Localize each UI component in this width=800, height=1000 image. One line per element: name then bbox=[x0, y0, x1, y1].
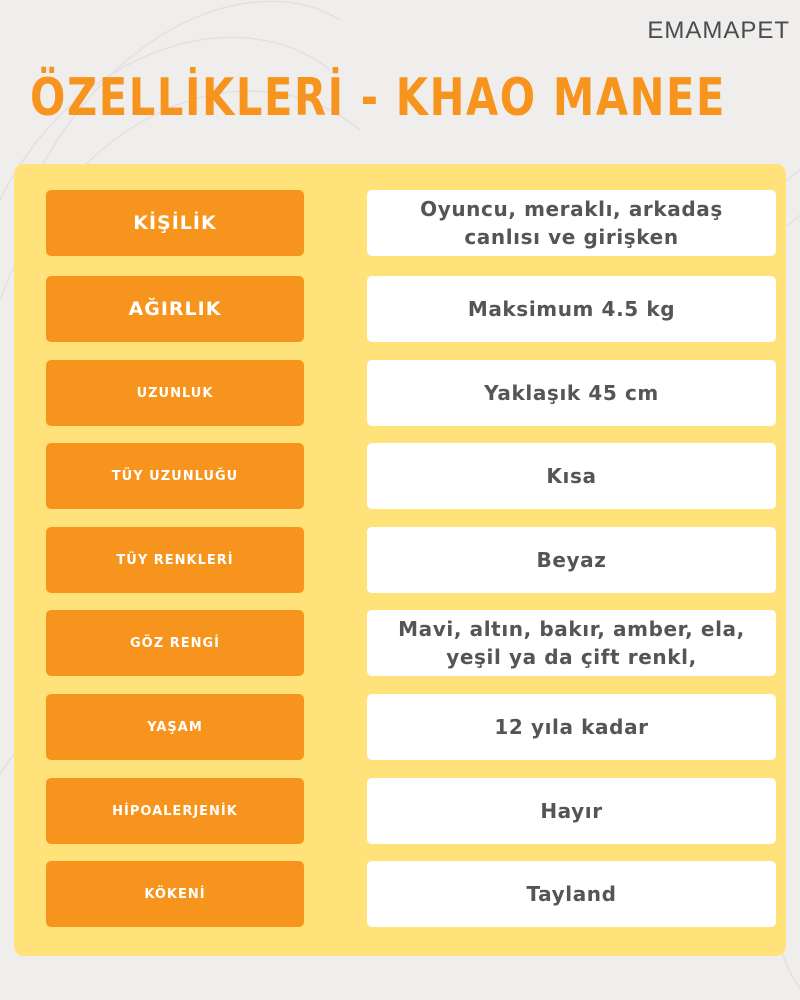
feature-label: AĞIRLIK bbox=[46, 276, 304, 342]
feature-row-origin bbox=[14, 861, 786, 927]
feature-row-lifespan bbox=[14, 694, 786, 760]
feature-label: HİPOALERJENİK bbox=[46, 778, 304, 844]
feature-value-box bbox=[367, 276, 776, 342]
feature-row-coat-length bbox=[14, 443, 786, 509]
feature-label: GÖZ RENGİ bbox=[46, 610, 304, 676]
feature-value-box bbox=[367, 360, 776, 426]
feature-value: Beyaz bbox=[536, 548, 607, 572]
feature-value-box bbox=[367, 694, 776, 760]
feature-label: TÜY RENKLERİ bbox=[46, 527, 304, 593]
feature-label: YAŞAM bbox=[46, 694, 304, 760]
feature-row-eye-color bbox=[14, 610, 786, 676]
feature-value: Yaklaşık 45 cm bbox=[484, 381, 659, 405]
feature-row-hypoallergenic bbox=[14, 778, 786, 844]
features-panel bbox=[14, 164, 786, 956]
feature-value: Mavi, altın, bakır, amber, ela, yeşil ya da çift renkl, bbox=[398, 617, 745, 669]
feature-value: Maksimum 4.5 kg bbox=[467, 297, 676, 321]
feature-value: Kısa bbox=[546, 464, 597, 488]
feature-value-box bbox=[367, 861, 776, 927]
feature-row-length bbox=[14, 360, 786, 426]
feature-row-coat-colors bbox=[14, 527, 786, 593]
feature-row-weight bbox=[14, 276, 786, 342]
feature-label: KÖKENİ bbox=[46, 861, 304, 927]
feature-value: 12 yıla kadar bbox=[494, 715, 649, 739]
feature-label: UZUNLUK bbox=[46, 360, 304, 426]
feature-label: KİŞİLİK bbox=[46, 190, 304, 256]
feature-value-box bbox=[367, 527, 776, 593]
feature-value-box bbox=[367, 190, 776, 256]
feature-value-box bbox=[367, 610, 776, 676]
feature-row-personality bbox=[14, 190, 786, 256]
page-title: ÖZELLİKLERİ - KHAO MANEE bbox=[30, 68, 727, 128]
feature-value: Oyuncu, meraklı, arkadaş canlısı ve girişken bbox=[420, 197, 723, 249]
feature-value: Hayır bbox=[540, 799, 603, 823]
feature-value-box bbox=[367, 443, 776, 509]
brand-name: EMAMAPET bbox=[647, 17, 790, 44]
feature-value: Tayland bbox=[526, 882, 617, 906]
feature-label: TÜY UZUNLUĞU bbox=[46, 443, 304, 509]
feature-value-box bbox=[367, 778, 776, 844]
